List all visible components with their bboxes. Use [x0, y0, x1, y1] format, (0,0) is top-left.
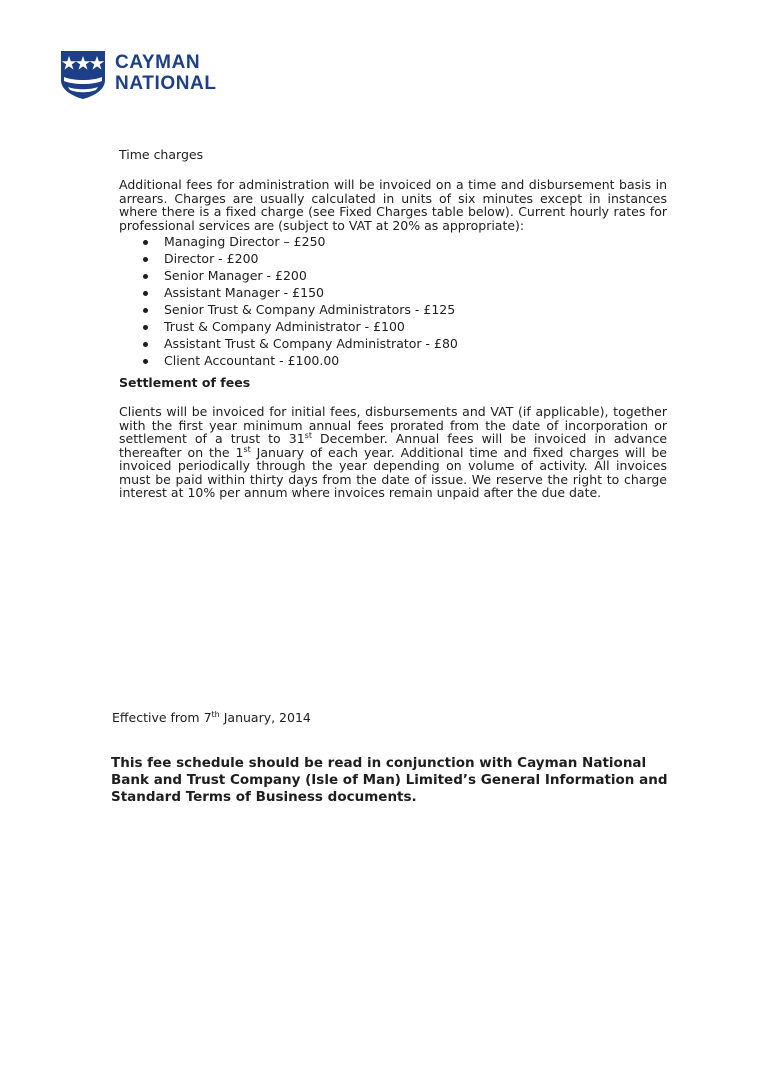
time-charges-heading: Time charges	[119, 147, 204, 162]
brand-line-1: CAYMAN	[115, 52, 201, 73]
rate-item: Managing Director – £250	[119, 233, 667, 250]
rate-item: Assistant Manager - £150	[119, 284, 667, 301]
cayman-national-logo	[60, 50, 250, 100]
hourly-rates-list	[119, 233, 667, 369]
brand-wordmark	[115, 52, 217, 94]
rate-item: Trust & Company Administrator - £100	[119, 318, 667, 335]
rate-item: Senior Trust & Company Administrators - £125	[119, 301, 667, 318]
rate-item: Assistant Trust & Company Administrator - £80	[119, 335, 667, 352]
settlement-heading: Settlement of fees	[119, 375, 251, 390]
rate-item: Senior Manager - £200	[119, 267, 667, 284]
brand-line-2: NATIONAL	[115, 73, 217, 94]
shield-stars-icon	[60, 50, 106, 100]
time-charges-paragraph: Additional fees for administration will be invoiced on a time and disbursement basis in arrears. Charges are usually calculated in units of six minutes except in instances where there is a fixed charge (see Fixed Charges table below). Current hourly rates for professional services are (subject to VAT at 20% as appropriate):	[119, 177, 667, 233]
effective-date: Effective from 7th January, 2014	[112, 710, 311, 725]
conjunction-notice: This fee schedule should be read in conjunction with Cayman National Bank and Trust Company (Isle of Man) Limited’s General Information and Standard Terms of Business documents.	[111, 755, 668, 805]
document-body	[119, 147, 667, 500]
rate-item: Director - £200	[119, 250, 667, 267]
rate-item: Client Accountant - £100.00	[119, 352, 667, 369]
settlement-paragraph: Clients will be invoiced for initial fees, disbursements and VAT (if applicable), together with the first year minimum annual fees prorated from the date of incorporation or settlement of a trust to 31st December. Annual fees will be invoiced in advance thereafter on the 1st January of each year. Additional time and fixed charges will be invoiced periodically through the year depending on volume of activity. All invoices must be paid within thirty days from the date of issue. We reserve the right to charge interest at 10% per annum where invoices remain unpaid after the due date.	[119, 404, 668, 500]
